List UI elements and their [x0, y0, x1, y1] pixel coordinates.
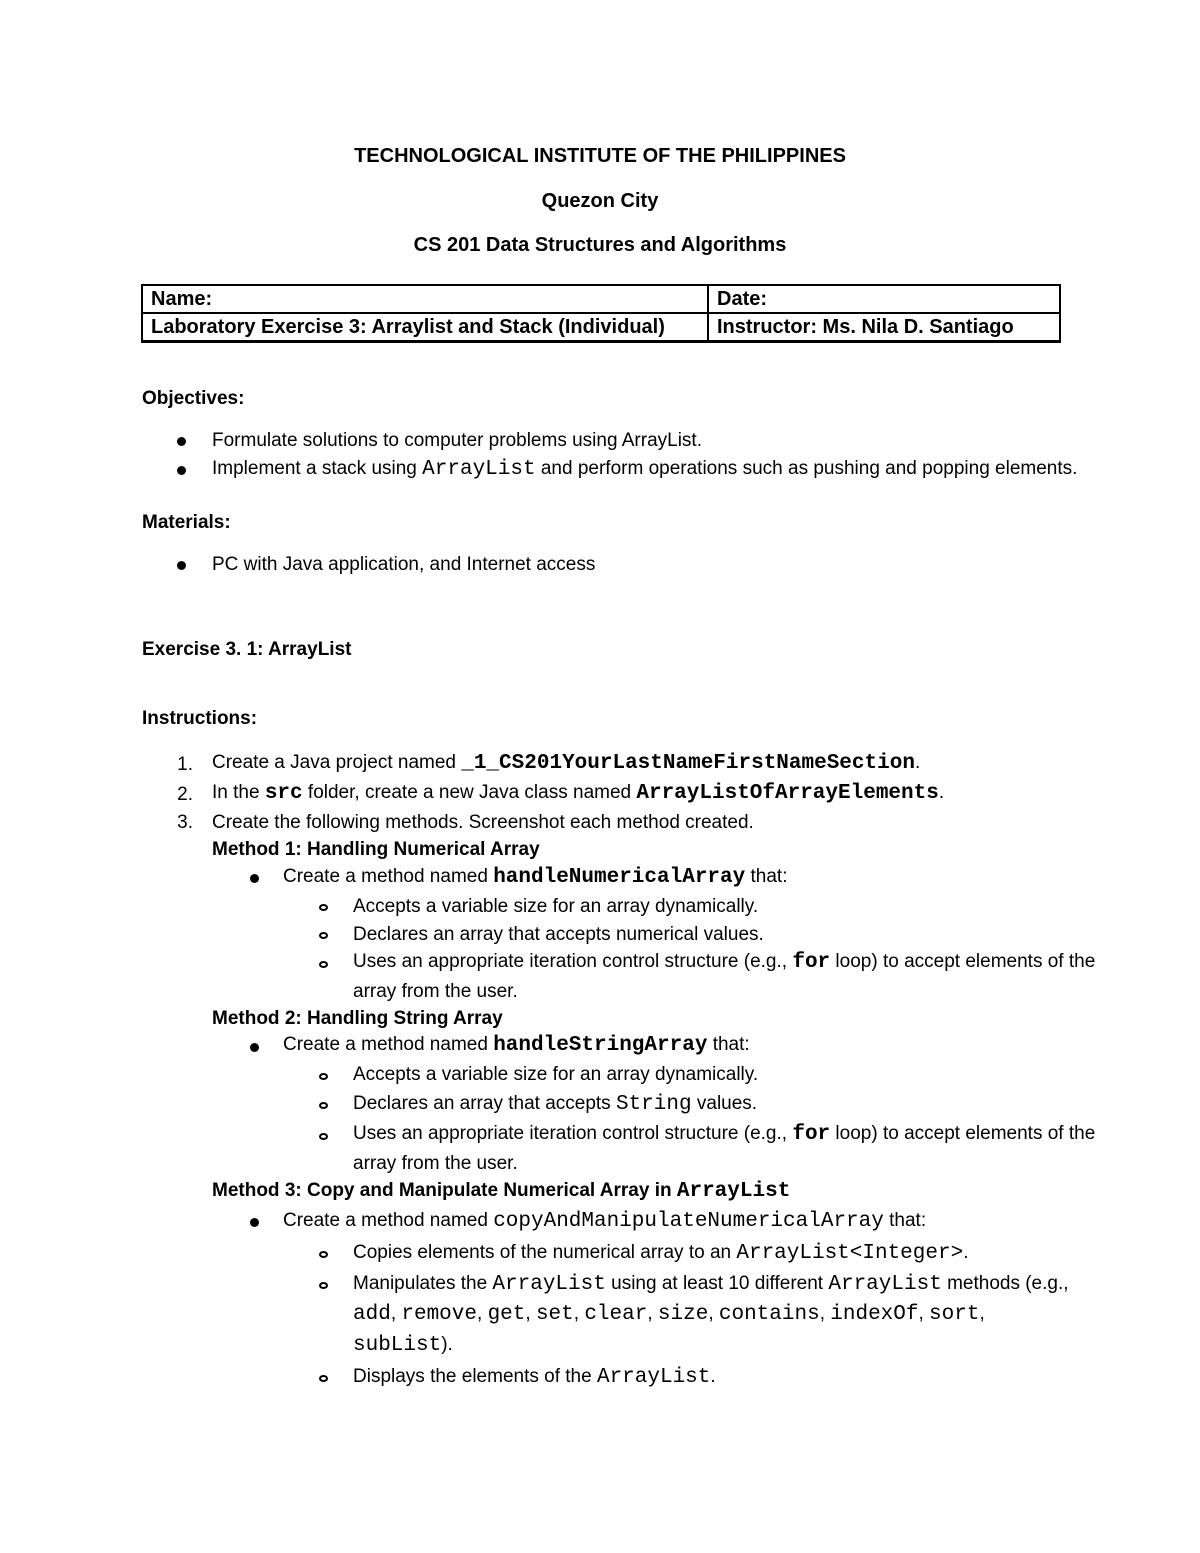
code-text: ArrayList<Integer> — [736, 1242, 964, 1265]
info-table — [141, 284, 1061, 343]
code-text: clear — [584, 1303, 648, 1326]
method1-title: Method 1: Handling Numerical Array — [212, 839, 540, 860]
code-text: ArrayList — [596, 1366, 711, 1389]
code-text: size — [657, 1303, 709, 1326]
step-number: 1. — [177, 754, 193, 775]
text: , — [477, 1303, 488, 1324]
code-text: for — [792, 951, 831, 974]
code-text: String — [615, 1093, 692, 1116]
material-item: PC with Java application, and Internet access — [212, 554, 596, 575]
code-text: remove — [401, 1303, 477, 1326]
text: Create a method named — [283, 1210, 494, 1231]
circle-bullet-icon — [319, 932, 328, 939]
text: Displays the elements of the — [353, 1366, 597, 1387]
text: . — [938, 782, 945, 803]
text: ). — [441, 1334, 453, 1355]
code-text: handleStringArray — [493, 1034, 708, 1057]
method3-sub — [353, 1242, 968, 1265]
text: Implement a stack using — [212, 458, 423, 479]
text: folder, create a new Java class named — [302, 782, 637, 803]
code-text: indexOf — [830, 1303, 919, 1326]
table-row — [142, 313, 1060, 342]
bullet-icon — [250, 1218, 259, 1227]
text: Copies elements of the numerical array to an — [353, 1242, 737, 1263]
date-cell: Date: — [708, 285, 1060, 313]
instruction-step: Create the following methods. Screenshot each method created. — [212, 812, 754, 833]
text: Uses an appropriate iteration control structure (e.g., — [353, 951, 793, 972]
text: that: — [745, 866, 788, 887]
text: , — [390, 1303, 402, 1324]
code-text: copyAndManipulateNumericalArray — [493, 1210, 884, 1233]
text: Manipulates the — [353, 1273, 493, 1294]
text: , — [918, 1303, 930, 1324]
bullet-icon — [250, 1043, 259, 1052]
instructor-cell: Instructor: Ms. Nila D. Santiago — [708, 313, 1060, 342]
code-text: contains — [718, 1303, 820, 1326]
bullet-icon — [177, 466, 186, 475]
method2-create — [283, 1034, 750, 1057]
text: . — [963, 1242, 969, 1263]
exercise-title: Exercise 3. 1: ArrayList — [142, 639, 352, 660]
circle-bullet-icon — [319, 1375, 328, 1382]
text: that: — [883, 1210, 927, 1231]
instruction-step — [212, 782, 944, 805]
text: , — [979, 1303, 985, 1324]
objective-item — [212, 458, 1077, 481]
method3-create — [283, 1210, 926, 1233]
method3-sub — [353, 1273, 1069, 1296]
text: loop) to accept elements of the — [830, 951, 1096, 972]
materials-heading: Materials: — [142, 512, 231, 533]
method2-title: Method 2: Handling String Array — [212, 1008, 503, 1029]
text: methods (e.g., — [941, 1273, 1069, 1294]
text: Uses an appropriate iteration control structure (e.g., — [353, 1123, 793, 1144]
method1-sub — [353, 951, 1095, 974]
text: Create a Java project named — [212, 752, 462, 773]
text: . — [710, 1366, 716, 1387]
method-list-line — [353, 1334, 453, 1357]
method2-sub — [353, 1123, 1095, 1146]
text: that: — [707, 1034, 750, 1055]
text: Method 3: Copy and Manipulate Numerical Array in — [212, 1180, 677, 1201]
bullet-icon — [177, 437, 186, 446]
text: Declares an array that accepts — [353, 1093, 616, 1114]
circle-bullet-icon — [319, 1133, 328, 1140]
text: values. — [691, 1093, 758, 1114]
code-text: ArrayList — [492, 1273, 606, 1296]
method-list-line — [353, 1303, 985, 1326]
step-number: 3. — [177, 812, 193, 833]
name-cell: Name: — [142, 285, 708, 313]
code-text: get — [487, 1303, 526, 1326]
code-text: ArrayList — [676, 1180, 791, 1203]
code-text: subList — [353, 1334, 442, 1357]
table-row — [142, 285, 1060, 313]
text: using at least 10 different — [605, 1273, 829, 1294]
circle-bullet-icon — [319, 961, 328, 968]
institution-title: TECHNOLOGICAL INSTITUTE OF THE PHILIPPINES — [354, 145, 846, 167]
text: , — [708, 1303, 719, 1324]
code-text: set — [535, 1303, 574, 1326]
city-subtitle: Quezon City — [541, 190, 659, 212]
code-text: ArrayListOfArrayElements — [636, 782, 939, 805]
code-text: sort — [929, 1303, 980, 1326]
code-text: ArrayList — [422, 458, 536, 481]
text: , — [647, 1303, 658, 1324]
step-number: 2. — [177, 784, 193, 805]
method3-sub — [353, 1366, 716, 1389]
method2-sub: Accepts a variable size for an array dynamically. — [353, 1064, 759, 1085]
code-text: handleNumericalArray — [493, 866, 746, 889]
code-text: ArrayList — [828, 1273, 942, 1296]
objective-item: Formulate solutions to computer problems using ArrayList. — [212, 430, 702, 451]
text: Create a method named — [283, 1034, 494, 1055]
text: In the — [212, 782, 265, 803]
bullet-icon — [177, 561, 186, 570]
circle-bullet-icon — [319, 1073, 328, 1080]
method1-create — [283, 866, 787, 889]
circle-bullet-icon — [319, 1251, 328, 1258]
instructions-heading: Instructions: — [142, 708, 258, 729]
text: , — [819, 1303, 831, 1324]
method2-sub-continued: array from the user. — [353, 1153, 518, 1174]
text: loop) to accept elements of the — [830, 1123, 1096, 1144]
text: , — [525, 1303, 536, 1324]
text: and perform operations such as pushing and popping elements. — [535, 458, 1078, 479]
text: , — [573, 1303, 585, 1324]
circle-bullet-icon — [319, 904, 328, 911]
bullet-icon — [250, 874, 259, 883]
course-title: CS 201 Data Structures and Algorithms — [413, 234, 787, 256]
text: Create a method named — [283, 866, 494, 887]
method2-sub — [353, 1093, 757, 1116]
code-text: for — [792, 1123, 831, 1146]
circle-bullet-icon — [319, 1102, 328, 1109]
method3-title — [212, 1180, 790, 1203]
code-text: _1_CS201YourLastNameFirstNameSection — [461, 752, 915, 775]
objectives-heading: Objectives: — [142, 388, 245, 409]
method1-sub: Accepts a variable size for an array dynamically. — [353, 896, 759, 917]
code-text: add — [353, 1303, 391, 1326]
circle-bullet-icon — [319, 1282, 328, 1289]
instruction-step — [212, 752, 920, 775]
method1-sub: Declares an array that accepts numerical values. — [353, 924, 764, 945]
code-text: src — [264, 782, 303, 805]
lab-title-cell: Laboratory Exercise 3: Arraylist and Stack (Individual) — [142, 313, 708, 342]
text: . — [914, 752, 921, 773]
method1-sub-continued: array from the user. — [353, 981, 518, 1002]
